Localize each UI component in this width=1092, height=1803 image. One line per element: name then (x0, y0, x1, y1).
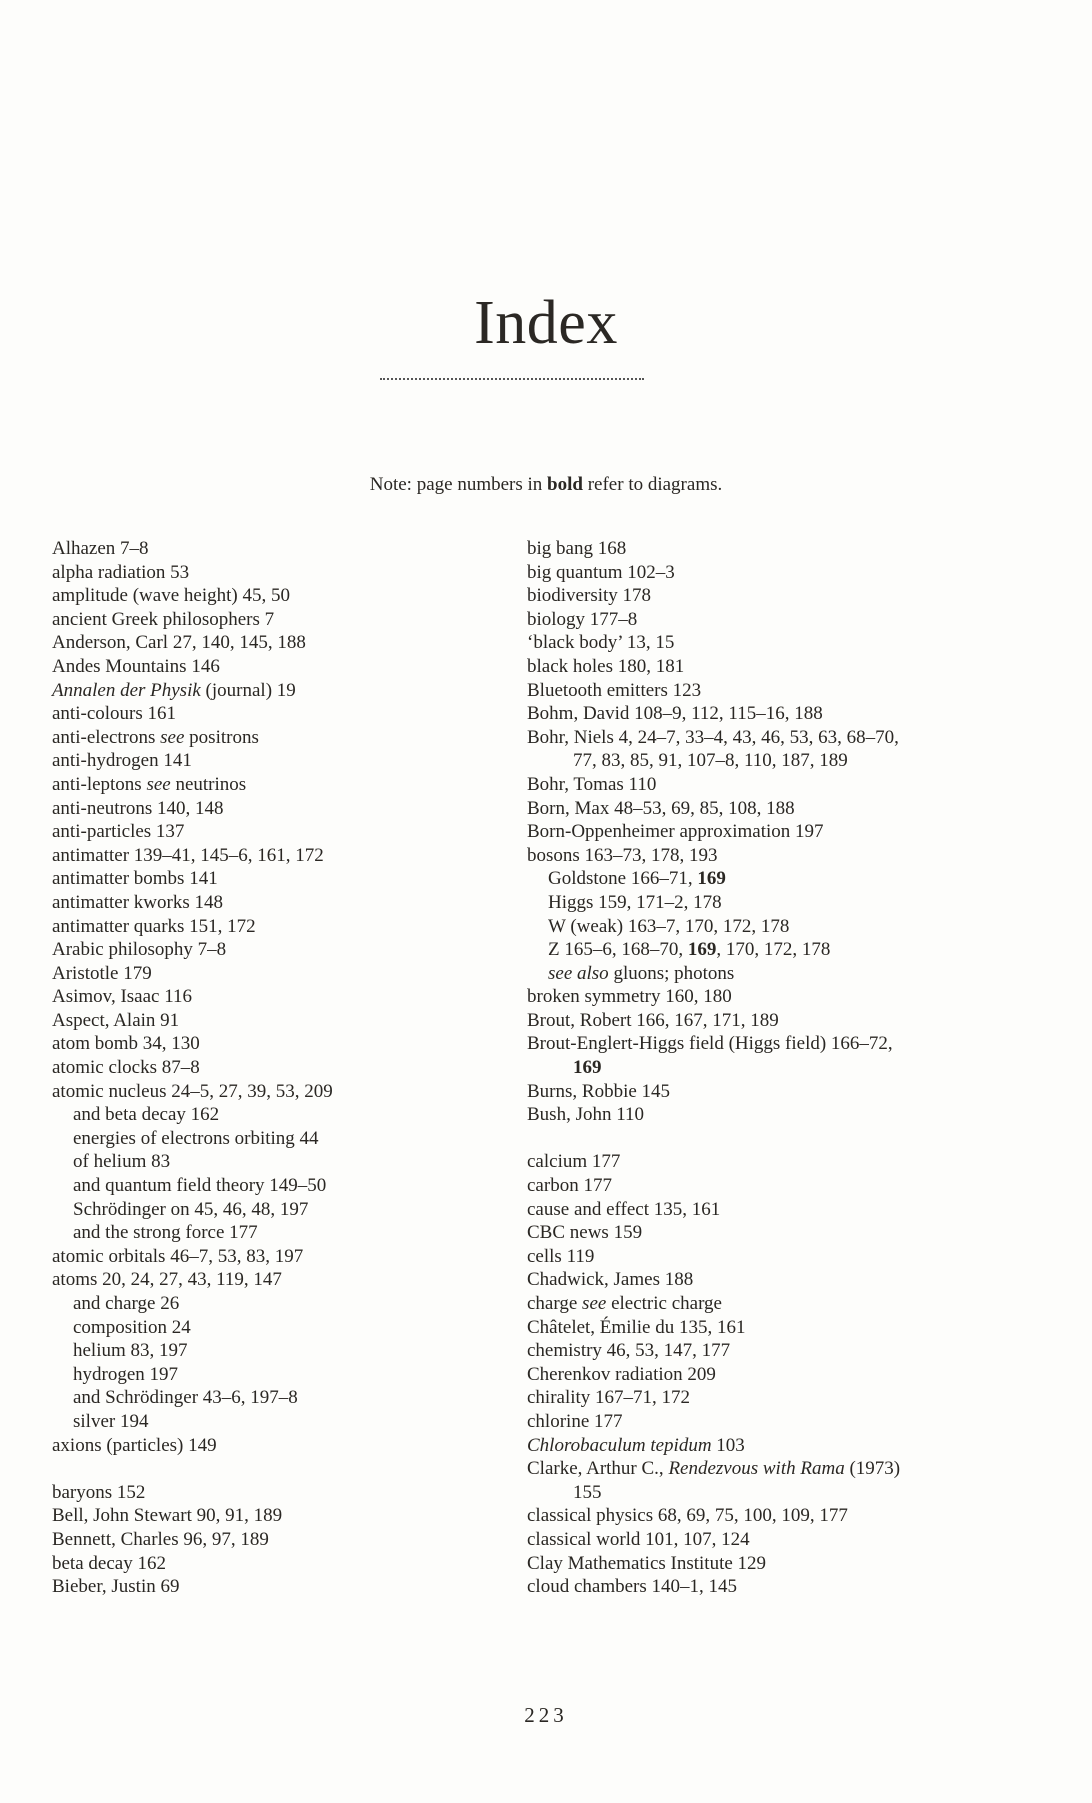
entry-text: Clarke, Arthur C., (527, 1458, 669, 1480)
index-entry (527, 1292, 997, 1316)
entry-text: (1973) (844, 1458, 901, 1480)
index-entry: bosons 163–73, 178, 193 (527, 844, 718, 866)
index-entry: Bohr, Tomas 110 (527, 773, 657, 795)
index-entry: Anderson, Carl 27, 140, 145, 188 (52, 632, 306, 654)
bold-page-number: 169 (697, 868, 726, 890)
index-subentry: Schrödinger on 45, 46, 48, 197 (73, 1198, 309, 1220)
italic-text: Rendezvous with Rama (668, 1458, 845, 1480)
index-subentry: energies of electrons orbiting 44 (73, 1127, 319, 1149)
index-entry: Born-Oppenheimer approximation 197 (527, 821, 824, 843)
index-subentry: and beta decay 162 (73, 1104, 220, 1126)
index-entry: Brout-Englert-Higgs field (Higgs field) 166–72, (527, 1033, 893, 1055)
index-entry: Clay Mathematics Institute 129 (527, 1552, 767, 1574)
index-entry: Alhazen 7–8 (52, 538, 149, 559)
index-entry (527, 1457, 997, 1481)
note-bold-word: bold (547, 474, 583, 495)
title-divider (380, 378, 644, 380)
note-prefix: Note: page numbers in (369, 474, 548, 495)
index-entry: CBC news 159 (527, 1222, 643, 1244)
index-subentry: W (weak) 163–7, 170, 172, 178 (548, 915, 790, 937)
index-entry: Bennett, Charles 96, 97, 189 (52, 1528, 269, 1550)
index-entry: antimatter kworks 148 (52, 891, 223, 913)
index-entry: classical world 101, 107, 124 (527, 1528, 750, 1550)
index-entry: antimatter bombs 141 (52, 868, 218, 890)
index-entry: Brout, Robert 166, 167, 171, 189 (527, 1009, 779, 1031)
index-entry: ancient Greek philosophers 7 (52, 608, 275, 630)
index-entry: atom bomb 34, 130 (52, 1033, 200, 1055)
index-entry: calcium 177 (527, 1151, 621, 1173)
index-entry: big bang 168 (527, 538, 627, 559)
index-entry: big quantum 102–3 (527, 561, 675, 583)
index-entry: baryons 152 (52, 1481, 146, 1503)
italic-text: Chlorobaculum tepidum (527, 1434, 712, 1456)
italic-text: see (582, 1293, 607, 1314)
index-subentry (527, 867, 997, 891)
index-entry: atoms 20, 24, 27, 43, 119, 147 (52, 1269, 282, 1291)
entry-text: (journal) 19 (200, 679, 296, 701)
index-subentry: helium 83, 197 (73, 1340, 188, 1362)
index-subentry: composition 24 (73, 1316, 191, 1338)
index-entry: Arabic philosophy 7–8 (52, 939, 227, 961)
index-entry: Aspect, Alain 91 (52, 1009, 180, 1031)
entry-text: , 170, 172, 178 (716, 939, 831, 961)
index-entry: cells 119 (527, 1245, 595, 1267)
index-subentry (527, 938, 997, 962)
index-entry: broken symmetry 160, 180 (527, 986, 732, 1008)
index-entry: black holes 180, 181 (527, 655, 685, 677)
index-entry: Cherenkov radiation 209 (527, 1363, 716, 1385)
entry-text: anti-leptons (52, 773, 147, 795)
index-entry: beta decay 162 (52, 1552, 166, 1574)
index-entry: anti-colours 161 (52, 703, 177, 725)
index-entry: antimatter 139–41, 145–6, 161, 172 (52, 844, 324, 866)
note-suffix: refer to diagrams. (582, 474, 723, 495)
italic-text: see also (548, 962, 609, 984)
index-entry: Aristotle 179 (52, 962, 152, 984)
entry-text: Goldstone 166–71, (548, 868, 698, 890)
italic-text: Annalen der Physik (52, 679, 201, 701)
bold-page-number: 169 (687, 939, 717, 961)
index-entry: axions (particles) 149 (52, 1434, 217, 1456)
index-entry: Bieber, Justin 69 (52, 1576, 180, 1598)
index-entry: classical physics 68, 69, 75, 100, 109, 177 (527, 1505, 848, 1527)
index-entry: Asimov, Isaac 116 (52, 986, 193, 1008)
section-gap (52, 1457, 512, 1481)
entry-text: anti-electrons (52, 726, 161, 748)
index-entry: cause and effect 135, 161 (527, 1198, 721, 1220)
index-column-right (527, 537, 997, 1599)
index-entry: atomic orbitals 46–7, 53, 83, 197 (52, 1245, 304, 1267)
index-entry: Châtelet, Émilie du 135, 161 (527, 1316, 746, 1338)
index-entry: chlorine 177 (527, 1410, 623, 1432)
index-entry: ‘black body’ 13, 15 (527, 632, 675, 654)
index-entry: atomic nucleus 24–5, 27, 39, 53, 209 (52, 1080, 333, 1102)
entry-text: electric charge (606, 1293, 722, 1314)
index-entry-continuation: 155 (573, 1481, 602, 1503)
index-column-left (52, 537, 512, 1599)
page-number: 223 (524, 1703, 568, 1727)
entry-text: neutrinos (170, 773, 247, 795)
index-subentry: and the strong force 177 (73, 1222, 258, 1244)
index-entry: carbon 177 (527, 1175, 612, 1197)
index-subentry: and charge 26 (73, 1293, 180, 1314)
index-subentry: hydrogen 197 (73, 1363, 179, 1385)
index-entry (52, 773, 512, 797)
entry-text: positrons (184, 726, 259, 748)
index-entry: anti-particles 137 (52, 821, 185, 843)
index-entry: biology 177–8 (527, 608, 638, 630)
index-subentry (527, 962, 997, 986)
index-entry: Born, Max 48–53, 69, 85, 108, 188 (527, 797, 795, 819)
index-entry: alpha radiation 53 (52, 561, 190, 583)
index-entry: Bohr, Niels 4, 24–7, 33–4, 43, 46, 53, 63, 68–70, (527, 726, 899, 748)
italic-text: see (160, 726, 185, 748)
index-entry: Bush, John 110 (527, 1104, 645, 1126)
entry-text: Z 165–6, 168–70, (548, 939, 688, 961)
section-gap (527, 1127, 997, 1151)
index-entry: cloud chambers 140–1, 145 (527, 1576, 738, 1598)
index-subentry: of helium 83 (73, 1151, 171, 1173)
index-entry: Bell, John Stewart 90, 91, 189 (52, 1505, 283, 1527)
index-entry: anti-hydrogen 141 (52, 750, 192, 772)
index-subentry: Higgs 159, 171–2, 178 (548, 891, 722, 913)
index-entry (52, 726, 512, 750)
entry-text: charge (527, 1293, 583, 1314)
page-title: Index (474, 289, 618, 357)
index-entry: amplitude (wave height) 45, 50 (52, 585, 290, 607)
bold-page-number: 169 (573, 1057, 602, 1079)
index-subentry: silver 194 (73, 1410, 149, 1432)
index-entry-continuation: 77, 83, 85, 91, 107–8, 110, 187, 189 (573, 750, 848, 772)
entry-text: gluons; photons (608, 962, 735, 984)
index-entry: biodiversity 178 (527, 585, 652, 607)
index-entry: chemistry 46, 53, 147, 177 (527, 1340, 731, 1362)
index-entry: anti-neutrons 140, 148 (52, 797, 224, 819)
index-entry: chirality 167–71, 172 (527, 1387, 691, 1409)
index-subentry: and quantum field theory 149–50 (73, 1175, 327, 1197)
index-entry: Burns, Robbie 145 (527, 1080, 671, 1102)
index-entry: atomic clocks 87–8 (52, 1057, 200, 1079)
index-entry: Andes Mountains 146 (52, 655, 220, 677)
index-entry-continuation (527, 1056, 997, 1080)
index-entry: Chadwick, James 188 (527, 1269, 694, 1291)
entry-text: 103 (711, 1434, 745, 1456)
index-entry: Bluetooth emitters 123 (527, 679, 702, 701)
index-entry (527, 1434, 997, 1458)
index-subentry: and Schrödinger 43–6, 197–8 (73, 1387, 298, 1409)
index-note (0, 474, 1092, 496)
index-entry (52, 679, 512, 703)
italic-text: see (146, 773, 171, 795)
index-entry: antimatter quarks 151, 172 (52, 915, 256, 937)
index-entry: Bohm, David 108–9, 112, 115–16, 188 (527, 703, 823, 725)
